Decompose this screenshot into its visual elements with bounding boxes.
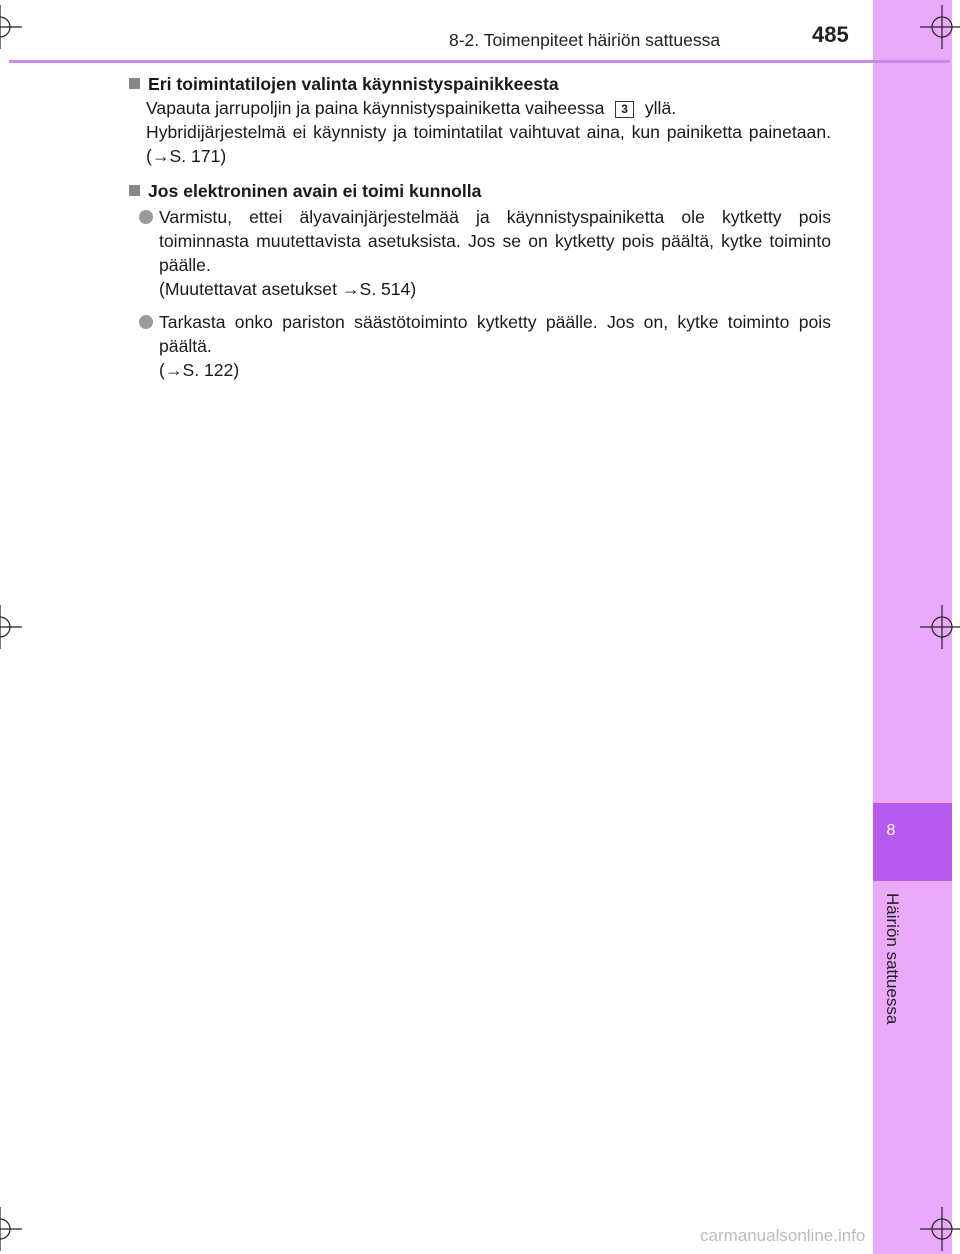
page-reference: (→S. 122)	[159, 360, 240, 380]
registration-mark-icon	[920, 605, 960, 649]
line-text: Vapauta jarrupoljin ja paina käynnistyspainiketta vaiheessa	[146, 98, 605, 118]
list-item-body: Tarkasta onko pariston säästötoiminto kytketty päälle. Jos on, kytke toiminto pois päältä.	[159, 312, 831, 356]
line-text: yllä.	[644, 98, 677, 118]
round-bullet-icon	[139, 315, 153, 329]
section-key-malfunction	[126, 179, 831, 382]
paragraph	[146, 96, 831, 168]
section-mode-selection	[126, 72, 831, 168]
section-heading	[126, 179, 831, 203]
chapter-title: Häiriön sattuessa	[883, 893, 902, 1025]
section-heading	[126, 72, 831, 96]
registration-mark-icon	[0, 5, 22, 49]
page-content	[126, 72, 831, 393]
square-bullet-icon	[129, 185, 140, 196]
page-number: 485	[812, 22, 849, 47]
heading-text: Jos elektroninen avain ei toimi kunnolla	[148, 181, 482, 201]
paragraph-line	[146, 96, 831, 120]
round-bullet-icon	[139, 210, 153, 224]
heading-text: Eri toimintatilojen valinta käynnistyspainikkeesta	[148, 74, 559, 94]
list-item	[126, 310, 831, 382]
registration-mark-icon	[0, 1207, 22, 1251]
step-number-badge: 3	[615, 101, 634, 118]
page-reference: (Muutettavat asetukset →S. 514)	[159, 279, 417, 299]
paragraph-line: Hybridijärjestelmä ei käynnisty ja toimintatilat vaihtuvat aina, kun painiketta painetaan. (→S. 171)	[146, 122, 831, 166]
list-item-text	[159, 310, 831, 382]
registration-mark-icon	[920, 1207, 960, 1251]
list-item	[126, 205, 831, 301]
chapter-tab	[873, 803, 952, 881]
registration-mark-icon	[0, 605, 22, 649]
header-rule	[9, 60, 950, 63]
list-item-text	[159, 205, 831, 301]
chapter-number: 8	[886, 822, 896, 839]
list-item-body: Varmistu, ettei älyavainjärjestelmää ja käynnistyspainiketta ole kytketty pois toiminnasta muutettavista asetuksista. Jos se on kytketty pois päältä, kytke toiminto päälle.	[159, 207, 831, 275]
square-bullet-icon	[129, 78, 140, 89]
section-title: 8-2. Toimenpiteet häiriön sattuessa	[449, 30, 721, 50]
registration-mark-icon	[920, 5, 960, 49]
watermark: carmanualsonline.info	[700, 1226, 866, 1245]
